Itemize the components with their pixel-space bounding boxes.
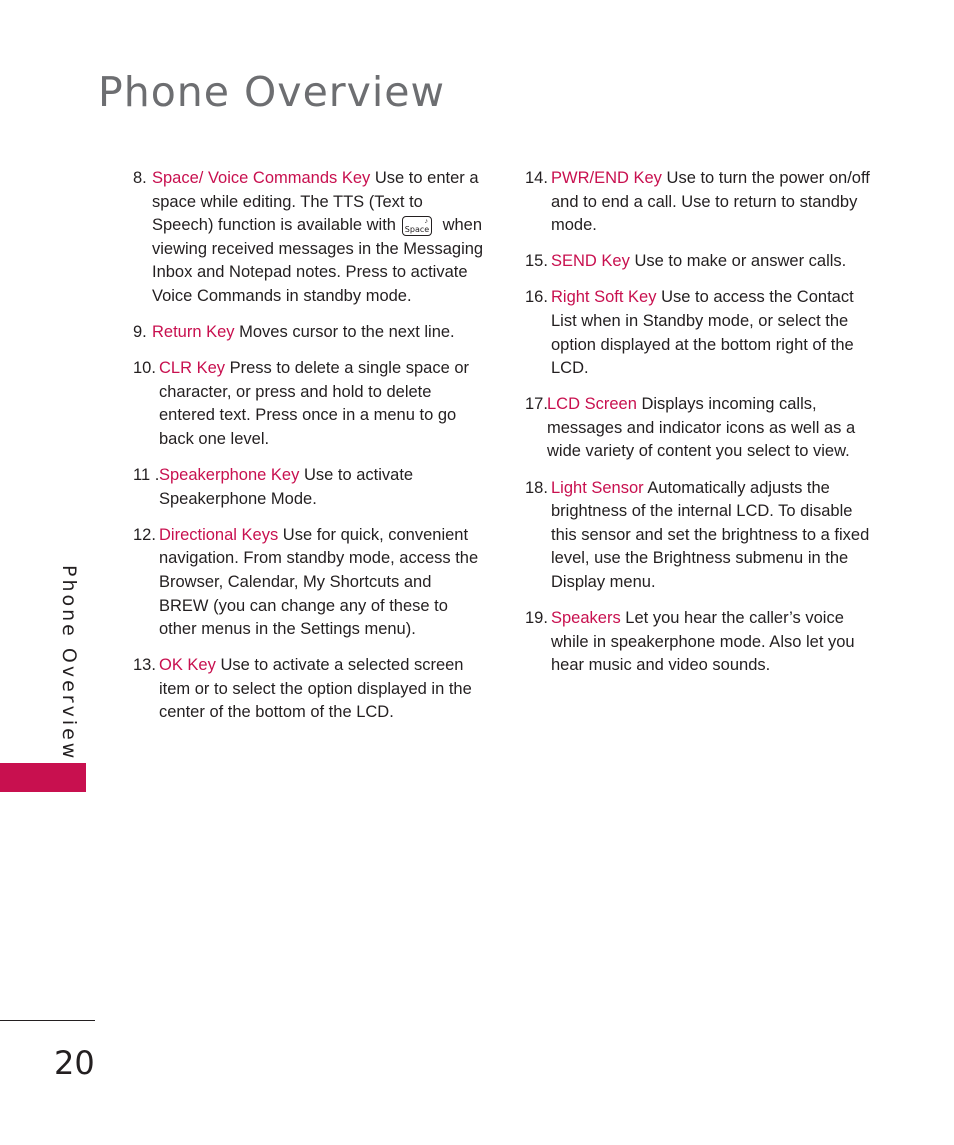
page-title: Phone Overview: [98, 68, 446, 116]
item-text: Press to delete a single space or character, or press and hold to delete entered text. Press once in a menu to go back one level.: [159, 359, 470, 448]
section-side-label: Phone Overview: [58, 565, 80, 762]
key-name: SEND Key: [551, 252, 630, 271]
key-name: LCD Screen: [547, 395, 637, 414]
list-item: [525, 250, 877, 274]
list-item: [133, 321, 485, 345]
item-body: [133, 321, 485, 345]
item-body: [525, 393, 877, 464]
item-body: [525, 477, 877, 595]
item-body: [133, 357, 485, 451]
item-text: Use to activate Speakerphone Mode.: [159, 466, 414, 508]
item-number: 19.: [525, 609, 548, 627]
list-item: [133, 654, 485, 725]
item-text: Use for quick, convenient navigation. From standby mode, access the Browser, Calendar, My Shortcuts and BREW (you can change any of these to other menus in the Settings menu).: [159, 525, 479, 639]
item-number: 8.: [133, 169, 147, 187]
list-item: [133, 357, 485, 451]
left-column: [133, 167, 485, 737]
item-body: [525, 167, 877, 238]
item-number: 16.: [525, 288, 548, 307]
item-number: 11 .: [133, 466, 160, 485]
item-number: 18.: [525, 478, 548, 497]
item-number: 12.: [133, 525, 156, 544]
key-name: Right Soft Key: [551, 288, 657, 307]
item-body: [525, 286, 877, 380]
item-number: 14.: [525, 169, 548, 187]
list-item: [133, 524, 485, 642]
item-number: 13.: [133, 656, 156, 675]
footer-divider: [0, 1020, 95, 1021]
item-text: Use to access the Contact List when in Standby mode, or select the option displayed at the bottom right of the LCD.: [551, 288, 854, 378]
item-body: [133, 464, 485, 511]
item-text: Use to enter a space while editing. The TTS (Text to Speech) function is available with: [152, 169, 479, 235]
voice-mark-icon: ♪: [424, 217, 428, 225]
key-name: Return Key: [152, 323, 235, 342]
key-name: Light Sensor: [551, 478, 644, 497]
space-key-icon: [402, 216, 432, 236]
key-name: Speakers: [551, 609, 621, 627]
item-number: 10.: [133, 359, 156, 378]
item-text: Displays incoming calls, messages and indicator icons as well as a wide variety of content you select to view.: [547, 395, 856, 461]
list-item: [525, 286, 877, 380]
list-item: [133, 464, 485, 511]
item-text: Use to make or answer calls.: [629, 252, 847, 271]
list-item: [133, 167, 485, 309]
list-item: [525, 607, 877, 678]
key-name: OK Key: [159, 656, 216, 675]
item-text: Let you hear the caller’s voice while in speakerphone mode. Also let you hear music and video sounds.: [551, 609, 855, 675]
item-text: Automatically adjusts the brightness of the internal LCD. To disable this sensor and set the brightness to a fixed level, use the Brightness submenu in the Display menu.: [551, 478, 870, 591]
key-name: CLR Key: [159, 359, 226, 378]
item-number: 9.: [133, 323, 147, 342]
list-item: [525, 167, 877, 238]
page-number: 20: [54, 1044, 95, 1082]
key-name: PWR/END Key: [551, 169, 662, 187]
list-item: [525, 477, 877, 595]
item-body: [525, 250, 877, 274]
space-key-label: Space: [404, 224, 430, 234]
item-body: [525, 607, 877, 678]
section-tab-marker: [0, 763, 86, 792]
right-column: [525, 167, 877, 690]
key-name: Space/ Voice Commands Key: [152, 169, 371, 187]
item-number: 17.: [525, 395, 548, 414]
item-text: Use to turn the power on/off and to end a call. Use to return to standby mode.: [551, 169, 870, 235]
item-number: 15.: [525, 252, 548, 271]
item-body: [133, 654, 485, 725]
key-name: Directional Keys: [159, 525, 279, 544]
item-text: when viewing received messages in the Messaging Inbox and Notepad notes. Press to activate Voice Commands in standby mode.: [152, 216, 484, 305]
item-body: [133, 524, 485, 642]
item-text: Use to activate a selected screen item or to select the option displayed in the center of the bottom of the LCD.: [159, 656, 472, 722]
item-text: Moves cursor to the next line.: [234, 323, 455, 342]
item-body: [133, 167, 485, 309]
list-item: [525, 393, 877, 464]
key-name: Speakerphone Key: [159, 466, 300, 485]
